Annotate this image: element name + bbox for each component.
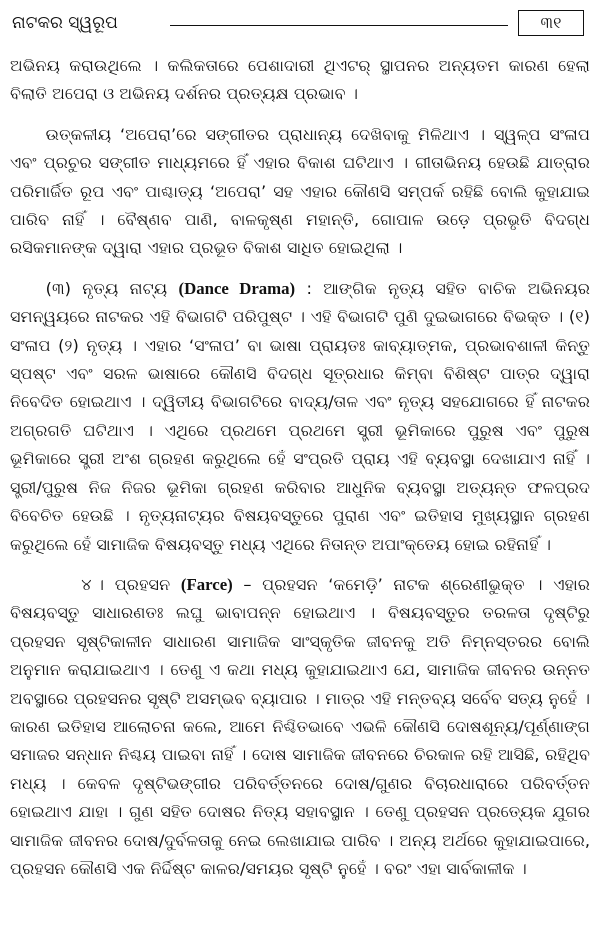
- paragraph-1: ଅଭିନୟ କରାଉଥିଲେ । କଲିକତାରେ ପେଶାଦାରୀ ଥିଏଟର୍ ସ୍ଥାପନର ଅନ୍ୟତମ କାରଣ ହେଲା ବିଲାତି ଅପେରା ଓ ଅଭିନୟ ଦର୍ଶନର ପ୍ରତ୍ୟକ୍ଷ ପ୍ରଭାବ ।: [10, 56, 590, 104]
- page-number-text: ୩୧: [540, 13, 562, 32]
- body-text: [10, 52, 590, 883]
- section-3-heading: (୩) ନୃତ୍ୟ ନାଟ୍ୟ: [45, 278, 168, 298]
- section-3-text: : ଆଙ୍ଗିକ ନୃତ୍ୟ ସହିତ ବାଚିକ ଅଭିନୟର ସମନ୍ୱୟରେ ନାଟକର ଏହି ବିଭାଗଟି ପରିପୁଷ୍ଟ । ଏହି ବିଭାଗଟି ପୁଣି ଦୁଇଭାଗରେ ବିଭକ୍ତ । (୧) ସଂଳାପ (୨) ନୃତ୍ୟ । ଏହାର ‘ସଂଳାପ’ ବା ଭାଷା ପ୍ରାୟତଃ କାବ୍ୟାତ୍ମକ, ପ୍ରଭାବଶାଳୀ କିନ୍ତୁ ସ୍ପଷ୍ଟ ଏବଂ ସରଳ ଭାଷାରେ କୌଣସି ବିଦଗ୍ଧ ସୂତ୍ରଧାର କିମ୍ବା ବିଶିଷ୍ଟ ପାତ୍ର ଦ୍ୱାରା ନିବେଦିତ ହୋଇଥାଏ । ଦ୍ୱିତୀୟ ବିଭାଗଟିରେ ବାଦ୍ୟ/ତାଳ ଏବଂ ନୃତ୍ୟ ସହଯୋଗରେ ହିଁ ନାଟକର ଅଗ୍ରଗତି ଘଟିଥାଏ । ଏଥିରେ ପ୍ରଥମେ ପ୍ରଥମେ ସ୍ତ୍ରୀ ଭୂମିକାରେ ପୁରୁଷ ଏବଂ ପୁରୁଷ ଭୂମିକାରେ ସ୍ତ୍ରୀ ଅଂଶ ଗ୍ରହଣ କରୁଥିଲେ ହେଁ ସଂପ୍ରତି ପ୍ରାୟ ଏହି ବ୍ୟବସ୍ଥା ଦେଖାଯାଏ ନାହିଁ । ସ୍ତ୍ରୀ/ପୁରୁଷ ନିଜ ନିଜର ଭୂମିକା ଗ୍ରହଣ କରିବାର ଆଧୁନିକ ବ୍ୟବସ୍ଥା ଅତ୍ୟନ୍ତ ଫଳପ୍ରଦ ବିବେଚିତ ହେଉଛି । ନୃତ୍ୟନାଟ୍ୟର ବିଷୟବସ୍ତୁରେ ପୁରାଣ ଏବଂ ଇତିହାସ ମୁଖ୍ୟସ୍ଥାନ ଗ୍ରହଣ କରୁଥିଲେ ହେଁ ସାମାଜିକ ବିଷୟବସ୍ତୁ ମଧ୍ୟ ଏଥିରେ ନିତାନ୍ତ ଅପାଂକ୍ତେୟ ହୋଇ ରହିନାହିଁ ।: [10, 278, 590, 554]
- section-4-heading-english: (Farce): [180, 574, 233, 594]
- page-header: [10, 8, 588, 40]
- running-title: ନାଟକର ସ୍ୱରୂପ: [12, 13, 118, 33]
- paragraph-3: [10, 275, 590, 559]
- section-3-heading-english: (Dance Drama): [178, 278, 296, 298]
- paragraph-2: ଉତ୍କଳୀୟ ‘ଅପେରା’ରେ ସଙ୍ଗୀତର ପ୍ରାଧାନ୍ୟ ଦେଖିବାକୁ ମିଳିଥାଏ । ସ୍ୱଳ୍ପ ସଂଳାପ ଏବଂ ପ୍ରଚୁର ସଙ୍ଗୀତ ମାଧ୍ୟମରେ ହିଁ ଏହାର ବିକାଶ ଘଟିଥାଏ । ଗୀତାଭିନୟ ହେଉଛି ଯାତ୍ରାର ପରିମାର୍ଜିତ ରୂପ ଏବଂ ପାଶ୍ଚାତ୍ୟ ‘ଅପେରା’ ସହ ଏହାର କୌଣସି ସମ୍ପର୍କ ରହିଛି ବୋଲି କୁହାଯାଇ ପାରିବ ନାହିଁ । ବୈଷ୍ଣବ ପାଣି, ବାଳକୃଷ୍ଣ ମହାନ୍ତି, ଗୋପାଳ ଉଡ଼େ ପ୍ରଭୃତି ବିଦଗ୍ଧ ରସିକମାନଙ୍କ ଦ୍ୱାରା ଏହାର ପ୍ରଭୂତ ବିକାଶ ସାଧିତ ହୋଇଥିଲା ।: [10, 124, 590, 258]
- section-4-text: – ପ୍ରହସନ ‘କମେଡ଼ି’ ନାଟକ ଶ୍ରେଣୀଭୁକ୍ତ । ଏହାର ବିଷୟବସ୍ତୁ ସାଧାରଣତଃ ଲଘୁ ଭାବାପନ୍ନ ହୋଇଥାଏ । ବିଷୟବସ୍ତୁର ତରଳତା ଦୃଷ୍ଟିରୁ ପ୍ରହସନ ସୃଷ୍ଟିକାଳୀନ ସାଧାରଣ ସାମାଜିକ ସାଂସ୍କୃତିକ ଜୀବନକୁ ଅତି ନିମ୍ନସ୍ତରର ବୋଲି ଅନୁମାନ କରାଯାଇଥାଏ । ତେଣୁ ଏ କଥା ମଧ୍ୟ କୁହାଯାଇଥାଏ ଯେ, ସାମାଜିକ ଜୀବନର ଉନ୍ନତ ଅବସ୍ଥାରେ ପ୍ରହସନର ସୃଷ୍ଟି ଅସମ୍ଭବ ବ୍ୟାପାର । ମାତ୍ର ଏହି ମନ୍ତବ୍ୟ ସର୍ବେବ ସତ୍ୟ ନୁହେଁ । କାରଣ ଇତିହାସ ଆଲୋଚନା କଲେ, ଆମେ ନିଶ୍ଚିତଭାବେ ଏଭଳି କୌଣସି ଦୋଷଶୂନ୍ୟ/ପୂର୍ଣ୍ଣାଙ୍ଗ ସମାଜର ସନ୍ଧାନ ନିଶ୍ଚୟ ପାଇବା ନାହିଁ । ଦୋଷ ସାମାଜିକ ଜୀବନରେ ଚିରକାଳ ରହି ଆସିଛି, ରହିଥିବ ମଧ୍ୟ । କେବଳ ଦୃଷ୍ଟିଭଙ୍ଗୀର ପରିବର୍ତ୍ତନରେ ଦୋଷ/ଗୁଣର ବିଚାରଧାରାରେ ପରିବର୍ତ୍ତନ ହୋଇଥାଏ ଯାହା । ଗୁଣ ସହିତ ଦୋଷର ନିତ୍ୟ ସହାବସ୍ଥାନ । ତେଣୁ ପ୍ରହସନ ପ୍ରତ୍ୟେକ ଯୁଗର ସାମାଜିକ ଜୀବନର ଦୋଷ/ଦୁର୍ବଳତାକୁ ନେଇ ଲେଖାଯାଇ ପାରିବ । ଅନ୍ୟ ଅର୍ଥରେ କୁହାଯାଇପାରେ, ପ୍ରହସନ କୌଣସି ଏକ ନିର୍ଦ୍ଦିଷ୍ଟ କାଳର/ସମୟର ସୃଷ୍ଟି ନୁହେଁ । ବରଂ ଏହା ସାର୍ବକାଳୀକ ।: [10, 574, 590, 878]
- header-rule: [170, 25, 508, 26]
- section-4-heading: ପ୍ରହସନ: [114, 574, 171, 594]
- paragraph-4: [10, 571, 590, 883]
- page-number: [518, 10, 584, 36]
- section-4-number: ୪ ।: [81, 574, 105, 594]
